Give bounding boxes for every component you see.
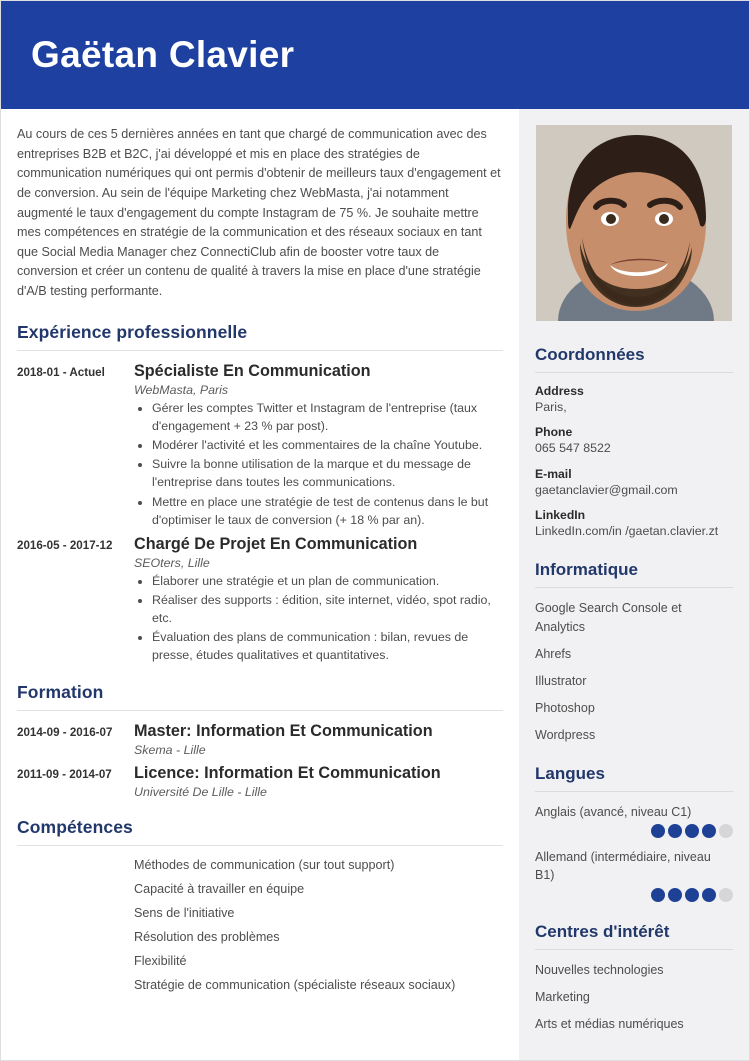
contact-label-address: Address <box>535 384 584 398</box>
list-item: Sens de l'initiative <box>134 905 235 920</box>
skills-section <box>17 817 503 999</box>
list-item: Capacité à travailler en équipe <box>134 881 305 896</box>
level-dot-filled <box>668 888 682 902</box>
experience-entry <box>17 534 503 666</box>
level-dot-empty <box>719 888 733 902</box>
entry-dates: 2011-09 - 2014-07 <box>17 767 112 781</box>
summary-paragraph: Au cours de ces 5 dernières années en tant que chargé de communication avec des entreprises B2B et B2C, j'ai développé et mis en place des stratégies de communication numériques qui ont permis d'obtenir de meilleurs taux d'engagement et de conversion. Au sein de l'équipe Marketing chez WebMasta, j'ai notamment augmenté le taux d'engagement du compte Instagram de 75 %. Je souhaite mettre mes compétences en stratégie de la communication et des réseaux sociaux en tant que Social Media Manager chez ConnectiClub afin de booster votre taux de conversion et créer un contenu de qualité à travers la mise en place d'une stratégie d'A/B testing performante. <box>17 127 501 299</box>
main-column <box>1 109 519 1060</box>
divider <box>17 350 503 351</box>
divider <box>535 587 733 588</box>
bullet-item: • Mettre en place une stratégie de test de contenus dans le but d'optimiser le taux de conversion (+ 18 % par an). <box>152 493 503 529</box>
section-heading-software: Informatique <box>535 560 638 580</box>
interests-section <box>535 922 733 1033</box>
contact-label-phone: Phone <box>535 425 573 440</box>
entry-body <box>134 763 503 801</box>
page-title: Gaëtan Clavier <box>31 33 295 75</box>
language-level-dots <box>535 824 733 838</box>
divider <box>17 710 503 711</box>
contact-value-phone: 065 547 8522 <box>535 441 611 456</box>
level-dot-filled <box>685 888 699 902</box>
sidebar <box>519 109 749 1060</box>
level-dot-filled <box>702 824 716 838</box>
entry-bullets <box>134 572 503 665</box>
entry-title: Chargé De Projet En Communication <box>134 534 418 553</box>
bullet-item: • Évaluation des plans de communication : bilan, revues de presse, études qualitatives et quantitatives. <box>152 628 503 664</box>
section-heading-skills: Compétences <box>17 817 133 838</box>
entry-body <box>134 534 503 666</box>
divider <box>535 791 733 792</box>
list-item: Arts et médias numériques <box>535 1016 684 1031</box>
skills-row <box>17 856 503 999</box>
list-item: Marketing <box>535 989 590 1004</box>
section-heading-interests: Centres d'intérêt <box>535 921 670 941</box>
list-item: Stratégie de communication (spécialiste réseaux sociaux) <box>134 977 456 992</box>
level-dot-filled <box>702 888 716 902</box>
list-item: Méthodes de communication (sur tout support) <box>134 858 395 873</box>
list-item: Résolution des problèmes <box>134 929 280 944</box>
bullet-item: • Suivre la bonne utilisation de la marque et du message de l'entreprise dans toutes les communications. <box>152 455 503 491</box>
entry-title: Master: Information Et Communication <box>134 721 433 740</box>
entry-bullets <box>134 399 503 529</box>
contact-value-address: Paris, <box>535 400 567 414</box>
language-name: Allemand (intermédiaire, niveau B1) <box>535 850 711 883</box>
list-item: Nouvelles technologies <box>535 962 664 977</box>
entry-subtitle: Université De Lille - Lille <box>134 785 267 800</box>
bullet-item: • Élaborer une stratégie et un plan de communication. <box>152 572 503 590</box>
contact-label-linkedin: LinkedIn <box>535 508 586 523</box>
list-item: Ahrefs <box>535 646 572 661</box>
list-item: Photoshop <box>535 700 595 715</box>
skills-list <box>134 856 503 999</box>
entry-subtitle: SEOters, Lille <box>134 556 210 571</box>
header-banner <box>1 1 749 109</box>
level-dot-empty <box>719 824 733 838</box>
section-heading-contact: Coordonnées <box>535 345 645 364</box>
section-heading-experience: Expérience professionnelle <box>17 321 248 342</box>
contact-value-linkedin: LinkedIn.com/in /gaetan.clavier.zt <box>535 524 719 539</box>
level-dot-filled <box>668 824 682 838</box>
contact-section <box>535 345 733 540</box>
entry-dates: 2018-01 - Actuel <box>17 365 105 379</box>
entry-subtitle: WebMasta, Paris <box>134 383 229 398</box>
divider <box>17 845 503 846</box>
list-item: Flexibilité <box>134 953 187 968</box>
portrait-photo-icon <box>536 125 732 321</box>
entry-title: Licence: Information Et Communication <box>134 763 441 782</box>
bullet-item: • Modérer l'activité et les commentaires de la chaîne Youtube. <box>152 436 503 454</box>
bullet-item: • Réaliser des supports : édition, site internet, vidéo, spot radio, etc. <box>152 591 503 627</box>
level-dot-filled <box>651 888 665 902</box>
list-item: Illustrator <box>535 673 587 688</box>
language-name: Anglais (avancé, niveau C1) <box>535 805 692 820</box>
avatar <box>536 125 732 321</box>
entry-subtitle: Skema - Lille <box>134 742 206 757</box>
education-section <box>17 682 503 802</box>
list-item: Wordpress <box>535 728 596 743</box>
divider <box>535 372 733 373</box>
body-columns <box>1 109 749 1060</box>
divider <box>535 949 733 950</box>
section-heading-languages: Langues <box>535 764 605 784</box>
experience-entry <box>17 361 503 530</box>
skills-indent-spacer <box>17 856 134 999</box>
bullet-item: • Gérer les comptes Twitter et Instagram de l'entreprise (taux d'engagement + 23 % par post). <box>152 399 503 435</box>
languages-section <box>535 764 733 901</box>
entry-dates: 2014-09 - 2016-07 <box>17 725 113 739</box>
experience-section <box>17 322 503 666</box>
software-section <box>535 560 733 744</box>
entry-dates: 2016-05 - 2017-12 <box>17 538 113 552</box>
education-entry <box>17 763 503 801</box>
entry-body <box>134 361 503 530</box>
section-heading-education: Formation <box>17 681 104 702</box>
list-item: Google Search Console et Analytics <box>535 601 682 634</box>
contact-value-email: gaetanclavier@gmail.com <box>535 482 678 497</box>
entry-body <box>134 721 503 759</box>
language-level-dots <box>535 888 733 902</box>
entry-title: Spécialiste En Communication <box>134 361 371 380</box>
education-entry <box>17 721 503 759</box>
contact-label-email: E-mail <box>535 466 572 481</box>
level-dot-filled <box>685 824 699 838</box>
level-dot-filled <box>651 824 665 838</box>
